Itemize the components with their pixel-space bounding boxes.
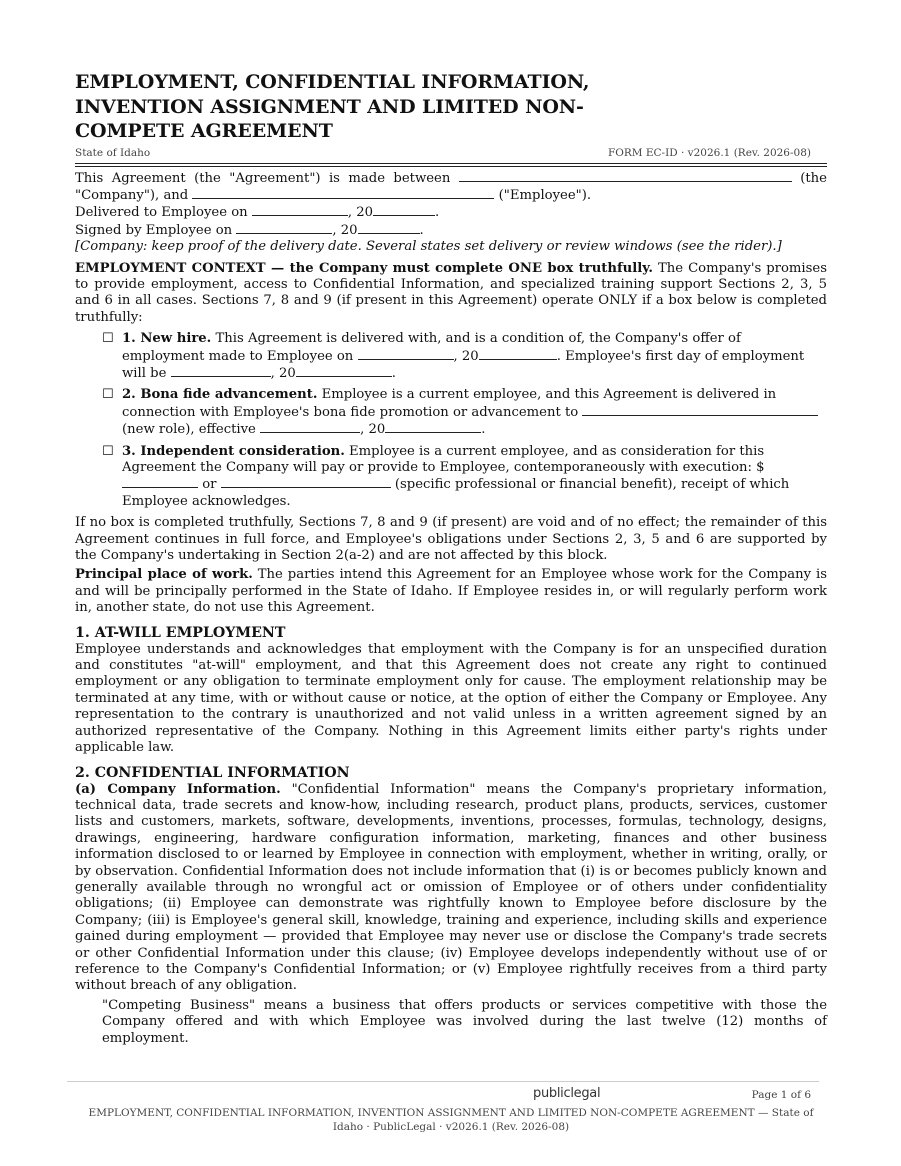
company-name-blank[interactable]	[459, 170, 792, 182]
amount-blank[interactable]	[122, 476, 198, 488]
section-2a-body: (a) Company Information. "Confidential Information" means the Company's proprietary information, technical data, trade secrets and know-how, including research, product plans, products, services, customer lists and customers, markets, software, developments, inventions, processes, formulas, technology, designs, drawings, engineering, hardware configuration information, marketing, finances and other business information disclosed to or learned by Employee in connection with employment, whether in writing, orally, or by observation. Confidential Information does not include information that (i) is or becomes publicly known and generally available through no wrongful act or omission of Employee or of others under confidentiality obligations; (ii) Employee can demonstrate was rightfully known to Employee before disclosure by the Company; (iii) is Employee's general skill, knowledge, training and experience, including skills and experience gained during employment — provided that Employee may never use or disclose the Company's trade secrets or other Confidential Information under this clause; (iv) Employee develops independently without use of or reference to the Company's Confidential Information; or (v) Employee rightfully receives from a third party without breach of any obligation.	[75, 781, 827, 994]
form-id: FORM EC-ID · v2026.1 (Rev. 2026-08)	[607, 146, 811, 159]
signed-line: Signed by Employee on , 20 .	[75, 222, 424, 238]
offer-year-blank[interactable]	[479, 348, 557, 360]
page-number: Page 1 of 6	[751, 1089, 811, 1101]
effective-date-blank[interactable]	[260, 421, 360, 433]
checkbox-icon[interactable]: ☐	[102, 331, 114, 347]
delivery-note: [Company: keep proof of the delivery date. Several states set delivery or review windows (see the rider).]	[75, 239, 782, 255]
intro-paragraph: This Agreement (the "Agreement") is made between (the "Company"), and ("Employee").	[75, 170, 827, 203]
footer-rule	[67, 1081, 819, 1082]
publiclegal-logo: publiclegal	[533, 1086, 601, 1101]
first-day-blank[interactable]	[171, 365, 271, 377]
new-role-blank[interactable]	[582, 404, 818, 416]
delivered-year-blank[interactable]	[373, 204, 435, 216]
box-new-hire: ☐ 1. New hire. This Agreement is delivered with, and is a condition of, the Company's offer of employment made to Employee on , 20 . Employee's first day of employment will be , 20 .	[102, 331, 805, 381]
section-1-body: Employee understands and acknowledges that employment with the Company is for an unspecified duration and constitutes "at-will" employment, and that this Agreement does not create any right to continued employment or any obligation to terminate employment only for cause. The employment relationship may be terminated at any time, with or without cause or notice, at the option of either the Company or Employee. Any representation to the contrary is unauthorized and not valid unless in a written agreement signed by an authorized representative of the Company. Nothing in this Agreement limits either party's rights under applicable law.	[75, 641, 827, 756]
footer-text: EMPLOYMENT, CONFIDENTIAL INFORMATION, INVENTION ASSIGNMENT AND LIMITED NON-COMPETE AGREEMENT — State of Idaho · PublicLegal · v2026.1 (Rev. 2026-08)	[88, 1107, 814, 1133]
competing-business-paragraph: "Competing Business" means a business that offers products or services competitive with those the Company offered and with which Employee was involved during the last twelve (12) months of employment.	[102, 997, 827, 1046]
employee-name-blank[interactable]	[192, 187, 494, 199]
offer-date-blank[interactable]	[358, 348, 454, 360]
title-rule	[75, 163, 827, 167]
box-advancement: ☐ 2. Bona fide advancement. Employee is a current employee, and this Agreement is delivered in connection with Employee's bona fide promotion or advancement to (new role), effective , 20 .	[102, 387, 827, 438]
checkbox-icon[interactable]: ☐	[102, 443, 114, 459]
section-2-heading: 2. CONFIDENTIAL INFORMATION	[75, 764, 350, 781]
effective-year-blank[interactable]	[385, 421, 481, 433]
signed-year-blank[interactable]	[358, 222, 420, 234]
section-1-heading: 1. AT-WILL EMPLOYMENT	[75, 624, 286, 641]
document-title: EMPLOYMENT, CONFIDENTIAL INFORMATION, INVENTION ASSIGNMENT AND LIMITED NON-COMPETE AGREEMENT	[75, 71, 590, 142]
delivered-line: Delivered to Employee on , 20 .	[75, 205, 440, 221]
context-paragraph: EMPLOYMENT CONTEXT — the Company must complete ONE box truthfully. The Company's promises to provide employment, access to Confidential Information, and specialized training support Sections 2, 3, 5 and 6 in all cases. Sections 7, 8 and 9 (if present in this Agreement) operate ONLY if a box below is completed truthfully:	[75, 260, 827, 325]
benefit-blank[interactable]	[221, 476, 391, 488]
document-page	[75, 70, 827, 1047]
checkbox-icon[interactable]: ☐	[102, 387, 114, 403]
context-heading: EMPLOYMENT CONTEXT — the Company must complete ONE box truthfully.	[75, 260, 653, 276]
first-day-year-blank[interactable]	[296, 365, 392, 377]
document-meta	[75, 147, 827, 159]
delivered-date-blank[interactable]	[252, 204, 348, 216]
fallback-paragraph: If no box is completed truthfully, Sections 7, 8 and 9 (if present) are void and of no effect; the remainder of this Agreement continues in full force, and Employee's obligations under Sections 2, 3, 5 and 6 are supported by the Company's undertaking in Section 2(a-2) and are not affected by this block.	[75, 515, 827, 564]
place-of-work-paragraph: Principal place of work. The parties intend this Agreement for an Employee whose work for the Company is and will be principally performed in the State of Idaho. If Employee resides in, or will regularly perform work in, another state, do not use this Agreement.	[75, 567, 827, 616]
signed-date-blank[interactable]	[236, 222, 332, 234]
box-consideration: ☐ 3. Independent consideration. Employee is a current employee, and as consideration for this Agreement the Company will pay or provide to Employee, contemporaneously with execution: $ or (specific professional or financial benefit), receipt of which Employee acknowledges.	[102, 443, 790, 509]
state-label: State of Idaho	[75, 146, 151, 159]
